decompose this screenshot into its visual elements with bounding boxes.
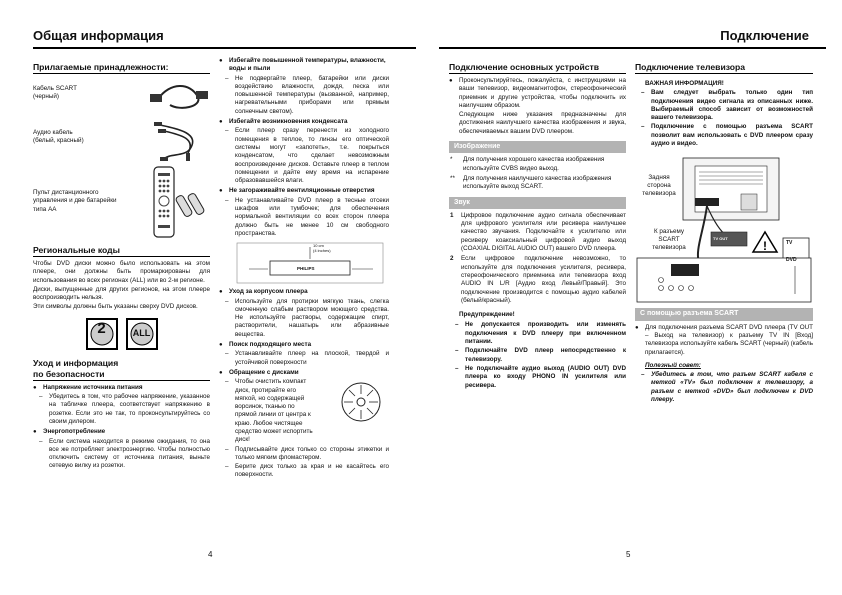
left-column-2 bbox=[219, 55, 389, 481]
regional-title: Региональные коды bbox=[33, 245, 210, 257]
care-bullet-power-title: ● Напряжение источника питания bbox=[33, 384, 210, 392]
discs-text-3: – Берите диск только за края и не касайтесь его поверхности. bbox=[219, 463, 389, 480]
region-symbols bbox=[33, 318, 210, 350]
basic-paragraph: Следующие ниже указания предназначены для достижения наилучшего качества изображения и звука, обеспечиваемых вашим DVD плеером. bbox=[459, 111, 626, 135]
region-2-symbol: 2 bbox=[86, 318, 118, 350]
care-bullet-power-text: – Убедитесь в том, что рабочее напряжение, указанное на табличке плеера, соответствует напряжению в розетке. Если это не так, то проконсультируйтесь со своим дилером. bbox=[33, 393, 210, 426]
sound-item-2: 2 Если цифровое подключение невозможно, то используйте для подключения усилителя, ресивера, стереофонического приемника или телевизора вход AUDIO IN L/R [Аудио вход Левый/Правый]. Это подключение производится с помощью аудио кабелей (белый/красный). bbox=[450, 255, 626, 304]
accessories-title: Прилагаемые принадлежности: bbox=[33, 62, 210, 74]
warning-3: – Не подключайте аудио выход (AUDIO OUT) DVD плеера ко входу PHONO IN усилителя или ресивера. bbox=[449, 365, 626, 390]
discs-title: ● Обращение с дисками bbox=[219, 369, 389, 377]
label-rear-tv: Задняя сторона телевизора bbox=[642, 174, 676, 198]
important-title: ВАЖНАЯ ИНФОРМАЦИЯ! bbox=[645, 80, 724, 87]
scart-cable-icon bbox=[150, 77, 210, 117]
basic-title: Подключение основных устройств bbox=[449, 62, 626, 74]
discs-text-2: – Подписывайте диск только со стороны этикетки и только мягким фломастером. bbox=[219, 446, 389, 463]
label-scart-tv: К разъему SCART телевизора bbox=[652, 228, 686, 252]
important-2: – Подключение с помощью разъема SCART позволит вам использовать с DVD плеером сразу аудио и видео. bbox=[635, 123, 813, 148]
scart-bullet: ● Для подключения разъема SCART DVD плеера (TV OUT – Выход на телевизор) к разъему TV IN [Вход] телевизора используйте кабель SCART (черный) (кабель прилагается). bbox=[635, 324, 813, 357]
place-title: ● Поиск подходящего места bbox=[219, 341, 389, 349]
image-section-bar: Изображение bbox=[449, 141, 626, 153]
sound-section-bar: Звук bbox=[449, 197, 626, 209]
audio-cable-icon bbox=[150, 119, 210, 163]
right-page-number: 5 bbox=[626, 550, 631, 559]
accessory-remote bbox=[33, 165, 210, 241]
condensation-title: ● Избегайте возникновения конденсата bbox=[219, 118, 389, 126]
left-header-rule bbox=[33, 47, 416, 49]
place-text: – Устанавливайте плеер на плоской, твердой и устойчивой поверхности bbox=[219, 350, 389, 367]
heat-text: – Не подвергайте плеер, батарейки или диски воздействию влажности, дождя, песка или повышенной температуры (вызванной, например, нагревательными приборами или прямым солнечным светом). bbox=[219, 75, 389, 116]
tv-connection-diagram bbox=[635, 154, 813, 304]
tip-title: Полезный совет: bbox=[645, 361, 701, 369]
accessory-scart bbox=[33, 77, 210, 119]
accessory-remote-label: Пульт дистанционного управления и две батарейки типа АА bbox=[33, 189, 117, 213]
case-text: – Используйте для протирки мягкую ткань, слегка смоченную слабым раствором моющего средства. Не используйте растворы, содержащие спирт, растворители, нашатырь или абразивные вещества. bbox=[219, 298, 389, 339]
region-all-symbol: ALL bbox=[126, 318, 158, 350]
image-item-2: ** Для получения наилучшего качества изображения используйте выход SCART. bbox=[450, 174, 612, 191]
important-1: – Вам следует выбрать только один тип подключения видео сигнала из описанных ниже. Выбираемый способ зависит от возможностей вашего телевизора. bbox=[635, 89, 813, 122]
regional-paragraph-2: Диски, выпущенные для других регионов, на этом плеере воспроизводить нельзя. bbox=[33, 285, 210, 302]
accessory-audio-label: Аудио кабель (белый, красный) bbox=[33, 129, 84, 145]
case-title: ● Уход за корпусом плеера bbox=[219, 288, 389, 296]
left-header-title: Общая информация bbox=[33, 28, 164, 43]
warning-2: – Подключайте DVD плеер непосредственно к телевизору. bbox=[449, 347, 626, 364]
warning-1: – Не допускается производить или изменять подключения к DVD плееру при включенном питании. bbox=[449, 321, 626, 346]
player-brand-label: PHILIPS bbox=[297, 266, 315, 272]
regional-paragraph-1: Чтобы DVD диски можно было использовать на этом плеере, они должны быть промаркированы для использования во всех регионах (ALL) или во 2-м регионе. bbox=[33, 260, 210, 284]
sound-item-1: 1 Цифровое подключение аудио сигнала обеспечивает для цифрового усилителя или ресивера наилучшее качество звучания. Подключайте к усилителю или ресиверу коаксиальный цифровой аудио выход (COAXIAL DIGITAL AUDIO OUT) вашего DVD плеера. bbox=[450, 211, 626, 253]
accessory-audio-cable bbox=[33, 119, 210, 165]
scart-port-label: TV OUT bbox=[713, 236, 728, 242]
right-page bbox=[421, 0, 842, 595]
right-column-1 bbox=[449, 58, 626, 391]
care-bullet-energy-text: – Если система находится в режиме ожидания, то она все же потребляет электроэнергию. Чтобы полностью отключить систему от источника питания, выньте сетевую вилку из розетки. bbox=[33, 438, 210, 471]
tv-title: Подключение телевизора bbox=[635, 62, 813, 74]
ventilation-title: ● Не загораживайте вентиляционные отверстия bbox=[219, 187, 389, 195]
left-column-1 bbox=[33, 58, 210, 472]
tip-text: – Убедитесь в том, что разъем SCART кабеля с меткой «TV» был подключен к телевизору, а разъем с меткой «DVD» был подключен к DVD плееру. bbox=[635, 371, 813, 404]
disc-cleaning-icon bbox=[339, 380, 383, 424]
remote-control-icon bbox=[130, 165, 210, 239]
care-bullet-energy-title: ● Энергопотребление bbox=[33, 428, 210, 436]
image-item-1: * Для получения хорошего качества изображения используйте CVBS видео выход. bbox=[450, 156, 605, 172]
ventilation-drawing bbox=[235, 241, 385, 285]
accessory-scart-label: Кабель SCART (черный) bbox=[33, 85, 77, 101]
scart-section-bar: С помощью разъема SCART bbox=[635, 308, 813, 320]
care-title-1: Уход и информация bbox=[33, 357, 119, 368]
warning-title: Предупреждение! bbox=[459, 311, 515, 319]
discs-first-item bbox=[219, 378, 389, 444]
basic-bullet: ● Проконсультируйтесь, пожалуйста, с инструкциями на ваши телевизор, видеомагнитофон, стереофонический приемник и другие устройства, чтобы подключить их наилучшим образом. bbox=[449, 77, 626, 110]
left-page-number: 4 bbox=[208, 550, 213, 559]
care-title-2: по безопасности bbox=[33, 369, 210, 381]
right-header-title: Подключение bbox=[720, 28, 809, 43]
svg-text:!: ! bbox=[763, 239, 767, 254]
ventilation-label: 10 cm (4 inches) bbox=[313, 243, 331, 254]
regional-paragraph-3: Эти символы должны быть указаны сверху DVD дисков. bbox=[33, 303, 198, 311]
right-header-rule bbox=[439, 47, 826, 49]
ventilation-text: – Не устанавливайте DVD плеер в тесные отсеки шкафов или тумбочек; для обеспечения нормальной вентиляции со всех сторон плеера должно быть не менее 10 см свободного пространства. bbox=[219, 197, 389, 238]
tv-badge: TV bbox=[786, 240, 793, 247]
ventilation-diagram bbox=[235, 241, 385, 285]
condensation-text: – Если плеер сразу перенести из холодного помещения в теплое, то линзы его оптической системы могут «запотеть», т.е. покрыться конденсатом, что сделает невозможным воспроизведение дисков. Оставьте плеер в теплом помещении и дайте ему время на испарение образовавшейся влаги. bbox=[219, 127, 389, 185]
heat-title: ● Избегайте повышенной температуры, влажности, воды и пыли bbox=[219, 57, 389, 74]
discs-text-1: – Чтобы очистить компакт диск, протирайте его мягкой, но содержащей ворсинок, тканью по прямой линии от центра к краю. Любое чистящее средство может испортить диск! bbox=[219, 378, 317, 444]
right-column-2 bbox=[635, 58, 813, 405]
dvd-badge: DVD bbox=[786, 257, 797, 264]
